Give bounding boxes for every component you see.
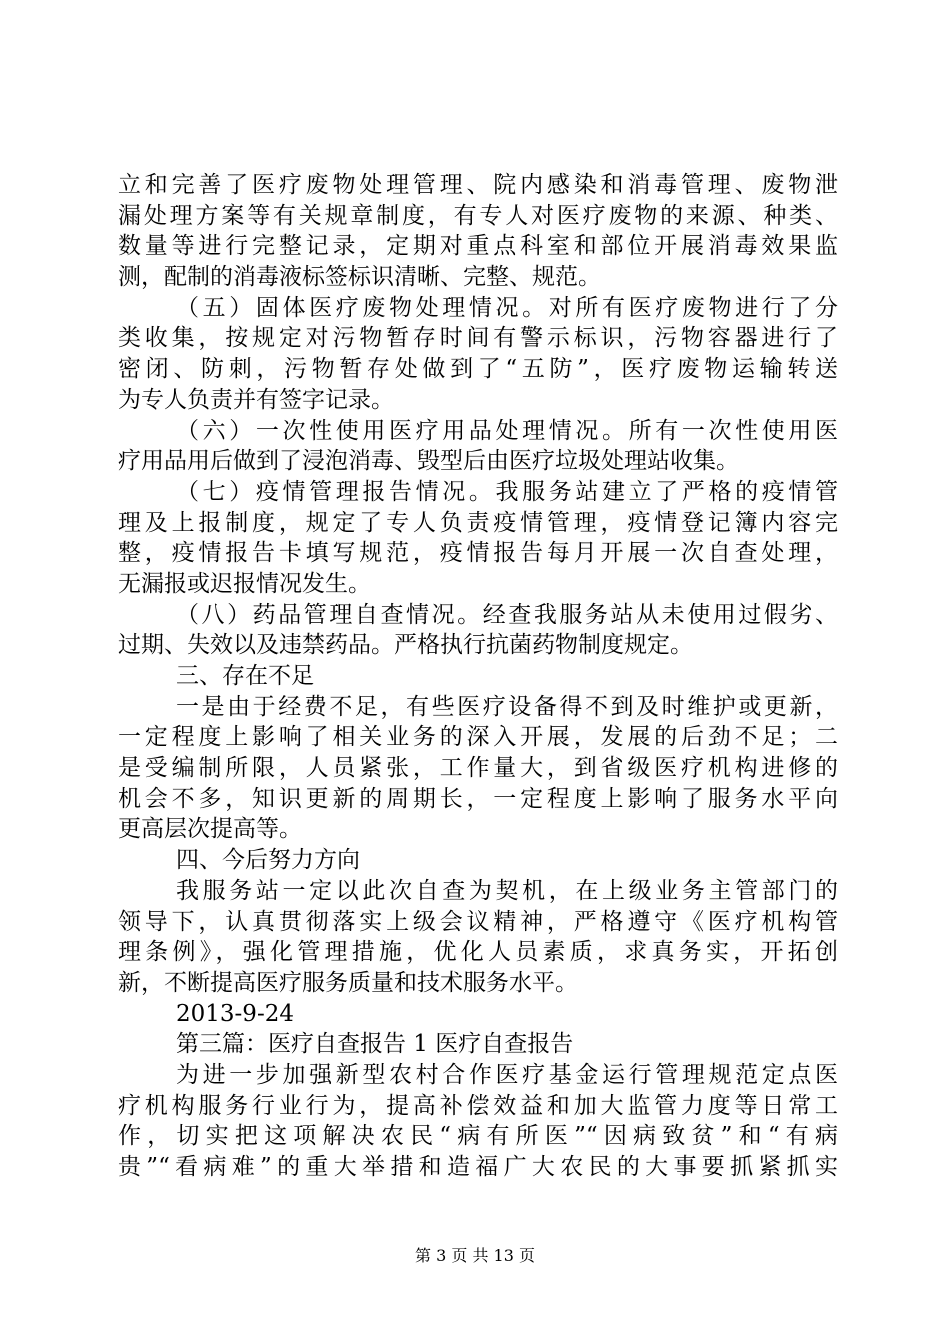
text-line: 疗用品用后做到了浸泡消毒、毁型后由医疗垃圾处理站收集。 bbox=[118, 448, 739, 475]
text-line: 我服务站一定以此次自查为契机，在上级业务主管部门的 bbox=[176, 877, 838, 904]
text-line: 一是由于经费不足，有些医疗设备得不到及时维护或更新， bbox=[176, 693, 838, 720]
text-line: 是受编制所限，人员紧张，工作量大，到省级医疗机构进修的 bbox=[118, 755, 838, 782]
text-line: 三、存在不足 bbox=[176, 663, 314, 689]
text-line: 类收集，按规定对污物暂存时间有警示标识，污物容器进行了 bbox=[118, 325, 838, 352]
text-line: 漏处理方案等有关规章制度，有专人对医疗废物的来源、种类、 bbox=[118, 202, 838, 229]
text-line: 数量等进行完整记录，定期对重点科室和部位开展消毒效果监 bbox=[118, 233, 838, 260]
text-line: 理条例》，强化管理措施，优化人员素质，求真务实，开拓创 bbox=[118, 939, 838, 966]
text-line: 为进一步加强新型农村合作医疗基金运行管理规范定点医 bbox=[176, 1061, 838, 1088]
text-line: 机会不多，知识更新的周期长，一定程度上影响了服务水平向 bbox=[118, 785, 838, 812]
text-line: 2013-9-24 bbox=[176, 1000, 294, 1027]
text-line: 一定程度上影响了相关业务的深入开展，发展的后劲不足；二 bbox=[118, 724, 838, 751]
text-line: 领导下，认真贯彻落实上级会议精神，严格遵守《医疗机构管 bbox=[118, 908, 838, 935]
text-line: 无漏报或迟报情况发生。 bbox=[118, 570, 371, 597]
text-line: 疗机构服务行业行为，提高补偿效益和加大监管力度等日常工 bbox=[118, 1092, 838, 1119]
text-line: （五）固体医疗废物处理情况。对所有医疗废物进行了分 bbox=[176, 294, 838, 321]
page-footer: 第 3 页 共 13 页 bbox=[415, 1246, 535, 1265]
document-body bbox=[118, 170, 838, 1183]
text-line: 测，配制的消毒液标签标识清晰、完整、规范。 bbox=[118, 264, 601, 291]
text-line: 立和完善了医疗废物处理管理、院内感染和消毒管理、废物泄 bbox=[118, 172, 838, 198]
text-line: 密闭、防刺，污物暂存处做到了“五防”，医疗废物运输转送 bbox=[118, 356, 838, 383]
text-line: 更高层次提高等。 bbox=[118, 816, 302, 843]
text-line: （六）一次性使用医疗用品处理情况。所有一次性使用医 bbox=[176, 417, 838, 444]
text-line: 理及上报制度，规定了专人负责疫情管理，疫情登记簿内容完 bbox=[118, 509, 838, 536]
text-line: 作，切实把这项解决农民“病有所医”“因病致贫”和“有病 bbox=[118, 1123, 838, 1150]
text-line: 新，不断提高医疗服务质量和技术服务水平。 bbox=[118, 969, 578, 996]
text-line: 过期、失效以及违禁药品。严格执行抗菌药物制度规定。 bbox=[118, 632, 693, 659]
text-line: 整，疫情报告卡填写规范，疫情报告每月开展一次自查处理， bbox=[118, 540, 838, 567]
text-line: 贵”“看病难”的重大举措和造福广大农民的大事要抓紧抓实 bbox=[118, 1154, 838, 1180]
text-line: 四、今后努力方向 bbox=[176, 847, 360, 874]
text-line: 第三篇：医疗自查报告 1 医疗自查报告 bbox=[176, 1031, 574, 1058]
text-line: （七）疫情管理报告情况。我服务站建立了严格的疫情管 bbox=[176, 478, 838, 505]
text-line: （八）药品管理自查情况。经查我服务站从未使用过假劣、 bbox=[176, 601, 838, 628]
text-line: 为专人负责并有签字记录。 bbox=[118, 386, 394, 413]
